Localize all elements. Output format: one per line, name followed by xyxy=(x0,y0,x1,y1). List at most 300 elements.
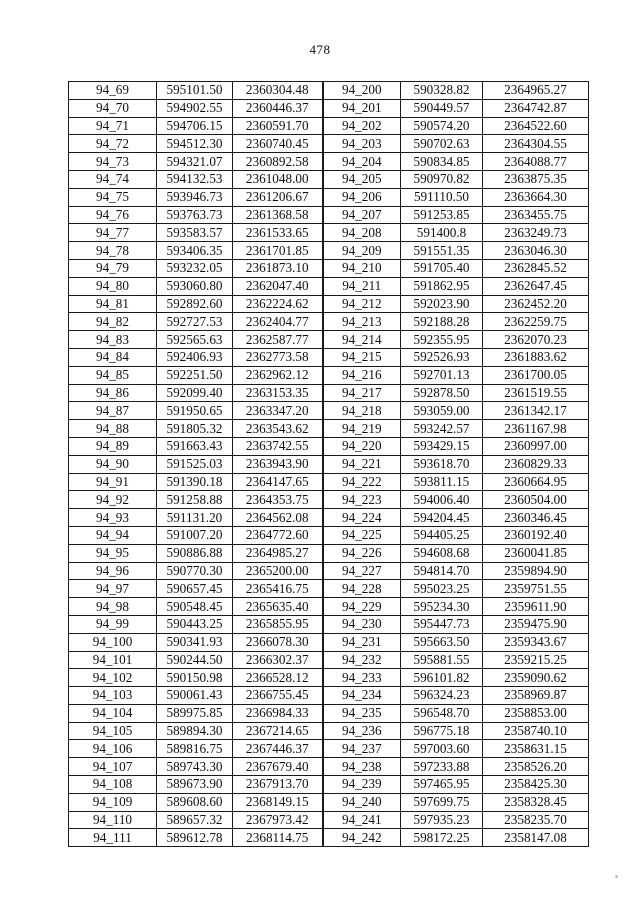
easting-right-cell: 594405.25 xyxy=(401,526,483,544)
northing-left-cell: 2365855.95 xyxy=(233,615,323,633)
northing-left-cell: 2364562.08 xyxy=(233,509,323,527)
northing-left-cell: 2365635.40 xyxy=(233,598,323,616)
scan-speck xyxy=(615,875,618,878)
northing-left-cell: 2366755.45 xyxy=(233,687,323,705)
point-id-left-cell: 94_96 xyxy=(69,562,157,580)
point-id-right-cell: 94_215 xyxy=(323,348,401,366)
northing-right-cell: 2362845.52 xyxy=(483,259,589,277)
point-id-left-cell: 94_74 xyxy=(69,170,157,188)
easting-left-cell: 591390.18 xyxy=(157,473,233,491)
point-id-right-cell: 94_232 xyxy=(323,651,401,669)
northing-right-cell: 2359475.90 xyxy=(483,615,589,633)
northing-right-cell: 2359894.90 xyxy=(483,562,589,580)
point-id-left-cell: 94_83 xyxy=(69,331,157,349)
northing-left-cell: 2362047.40 xyxy=(233,277,323,295)
easting-right-cell: 597233.88 xyxy=(401,758,483,776)
easting-right-cell: 595663.50 xyxy=(401,633,483,651)
point-id-right-cell: 94_202 xyxy=(323,117,401,135)
table-row xyxy=(69,615,589,633)
easting-right-cell: 591705.40 xyxy=(401,259,483,277)
easting-right-cell: 590574.20 xyxy=(401,117,483,135)
northing-right-cell: 2363455.75 xyxy=(483,206,589,224)
northing-right-cell: 2361700.05 xyxy=(483,366,589,384)
northing-right-cell: 2360504.00 xyxy=(483,491,589,509)
easting-left-cell: 591258.88 xyxy=(157,491,233,509)
table-row xyxy=(69,562,589,580)
easting-right-cell: 591862.95 xyxy=(401,277,483,295)
easting-left-cell: 593763.73 xyxy=(157,206,233,224)
northing-right-cell: 2364304.55 xyxy=(483,135,589,153)
easting-right-cell: 593242.57 xyxy=(401,420,483,438)
point-id-left-cell: 94_78 xyxy=(69,242,157,260)
table-row xyxy=(69,242,589,260)
northing-left-cell: 2364147.65 xyxy=(233,473,323,491)
easting-left-cell: 594321.07 xyxy=(157,153,233,171)
point-id-right-cell: 94_236 xyxy=(323,722,401,740)
northing-left-cell: 2367973.42 xyxy=(233,811,323,829)
northing-left-cell: 2367679.40 xyxy=(233,758,323,776)
easting-left-cell: 590341.93 xyxy=(157,633,233,651)
easting-left-cell: 589612.78 xyxy=(157,829,233,847)
easting-right-cell: 593429.15 xyxy=(401,437,483,455)
point-id-right-cell: 94_241 xyxy=(323,811,401,829)
table-row xyxy=(69,206,589,224)
table-row xyxy=(69,348,589,366)
point-id-left-cell: 94_100 xyxy=(69,633,157,651)
easting-right-cell: 594608.68 xyxy=(401,544,483,562)
point-id-right-cell: 94_216 xyxy=(323,366,401,384)
easting-right-cell: 592023.90 xyxy=(401,295,483,313)
easting-right-cell: 591551.35 xyxy=(401,242,483,260)
northing-right-cell: 2360346.45 xyxy=(483,509,589,527)
easting-right-cell: 598172.25 xyxy=(401,829,483,847)
point-id-right-cell: 94_203 xyxy=(323,135,401,153)
point-id-left-cell: 94_86 xyxy=(69,384,157,402)
table-row xyxy=(69,366,589,384)
northing-left-cell: 2362773.58 xyxy=(233,348,323,366)
easting-right-cell: 594204.45 xyxy=(401,509,483,527)
northing-right-cell: 2362259.75 xyxy=(483,313,589,331)
point-id-right-cell: 94_207 xyxy=(323,206,401,224)
easting-left-cell: 592099.40 xyxy=(157,384,233,402)
northing-right-cell: 2363664.30 xyxy=(483,188,589,206)
northing-left-cell: 2361206.67 xyxy=(233,188,323,206)
table-row xyxy=(69,651,589,669)
point-id-right-cell: 94_228 xyxy=(323,580,401,598)
point-id-left-cell: 94_106 xyxy=(69,740,157,758)
easting-left-cell: 592565.63 xyxy=(157,331,233,349)
easting-right-cell: 597003.60 xyxy=(401,740,483,758)
point-id-left-cell: 94_99 xyxy=(69,615,157,633)
northing-left-cell: 2363742.55 xyxy=(233,437,323,455)
point-id-right-cell: 94_242 xyxy=(323,829,401,847)
coordinates-table xyxy=(68,81,589,847)
northing-left-cell: 2361701.85 xyxy=(233,242,323,260)
easting-left-cell: 591663.43 xyxy=(157,437,233,455)
table-row xyxy=(69,491,589,509)
point-id-left-cell: 94_102 xyxy=(69,669,157,687)
northing-right-cell: 2363249.73 xyxy=(483,224,589,242)
northing-left-cell: 2367446.37 xyxy=(233,740,323,758)
easting-right-cell: 597935.23 xyxy=(401,811,483,829)
point-id-right-cell: 94_209 xyxy=(323,242,401,260)
northing-left-cell: 2365416.75 xyxy=(233,580,323,598)
northing-left-cell: 2366528.12 xyxy=(233,669,323,687)
northing-left-cell: 2360892.58 xyxy=(233,153,323,171)
easting-left-cell: 590886.88 xyxy=(157,544,233,562)
northing-left-cell: 2360304.48 xyxy=(233,82,323,100)
table-row xyxy=(69,687,589,705)
easting-left-cell: 589894.30 xyxy=(157,722,233,740)
northing-left-cell: 2366984.33 xyxy=(233,704,323,722)
easting-right-cell: 595881.55 xyxy=(401,651,483,669)
easting-right-cell: 597465.95 xyxy=(401,776,483,794)
easting-right-cell: 594814.70 xyxy=(401,562,483,580)
table-row xyxy=(69,526,589,544)
northing-right-cell: 2361883.62 xyxy=(483,348,589,366)
northing-right-cell: 2358969.87 xyxy=(483,687,589,705)
northing-left-cell: 2368149.15 xyxy=(233,793,323,811)
point-id-right-cell: 94_230 xyxy=(323,615,401,633)
point-id-left-cell: 94_85 xyxy=(69,366,157,384)
northing-left-cell: 2360446.37 xyxy=(233,99,323,117)
northing-left-cell: 2364772.60 xyxy=(233,526,323,544)
point-id-left-cell: 94_77 xyxy=(69,224,157,242)
northing-left-cell: 2362962.12 xyxy=(233,366,323,384)
northing-left-cell: 2365200.00 xyxy=(233,562,323,580)
northing-left-cell: 2363943.90 xyxy=(233,455,323,473)
northing-right-cell: 2360829.33 xyxy=(483,455,589,473)
table-row xyxy=(69,259,589,277)
table-row xyxy=(69,153,589,171)
easting-right-cell: 591253.85 xyxy=(401,206,483,224)
northing-right-cell: 2362647.45 xyxy=(483,277,589,295)
easting-right-cell: 592701.13 xyxy=(401,366,483,384)
northing-left-cell: 2361368.58 xyxy=(233,206,323,224)
easting-left-cell: 590657.45 xyxy=(157,580,233,598)
easting-right-cell: 591400.8 xyxy=(401,224,483,242)
easting-right-cell: 596324.23 xyxy=(401,687,483,705)
point-id-right-cell: 94_229 xyxy=(323,598,401,616)
northing-left-cell: 2362587.77 xyxy=(233,331,323,349)
point-id-left-cell: 94_87 xyxy=(69,402,157,420)
northing-right-cell: 2361342.17 xyxy=(483,402,589,420)
easting-left-cell: 589816.75 xyxy=(157,740,233,758)
easting-left-cell: 593060.80 xyxy=(157,277,233,295)
northing-right-cell: 2364088.77 xyxy=(483,153,589,171)
easting-left-cell: 589975.85 xyxy=(157,704,233,722)
point-id-right-cell: 94_220 xyxy=(323,437,401,455)
easting-left-cell: 590244.50 xyxy=(157,651,233,669)
point-id-left-cell: 94_89 xyxy=(69,437,157,455)
northing-right-cell: 2359343.67 xyxy=(483,633,589,651)
easting-right-cell: 590834.85 xyxy=(401,153,483,171)
table-row xyxy=(69,170,589,188)
table-row xyxy=(69,277,589,295)
point-id-right-cell: 94_219 xyxy=(323,420,401,438)
easting-left-cell: 592251.50 xyxy=(157,366,233,384)
northing-left-cell: 2366078.30 xyxy=(233,633,323,651)
northing-right-cell: 2359090.62 xyxy=(483,669,589,687)
northing-right-cell: 2359751.55 xyxy=(483,580,589,598)
easting-right-cell: 595447.73 xyxy=(401,615,483,633)
easting-right-cell: 593059.00 xyxy=(401,402,483,420)
point-id-right-cell: 94_222 xyxy=(323,473,401,491)
easting-left-cell: 590548.45 xyxy=(157,598,233,616)
table-row xyxy=(69,758,589,776)
point-id-left-cell: 94_73 xyxy=(69,153,157,171)
point-id-left-cell: 94_103 xyxy=(69,687,157,705)
easting-right-cell: 590702.63 xyxy=(401,135,483,153)
northing-right-cell: 2358147.08 xyxy=(483,829,589,847)
point-id-left-cell: 94_90 xyxy=(69,455,157,473)
point-id-right-cell: 94_206 xyxy=(323,188,401,206)
northing-left-cell: 2360591.70 xyxy=(233,117,323,135)
point-id-left-cell: 94_107 xyxy=(69,758,157,776)
point-id-left-cell: 94_109 xyxy=(69,793,157,811)
easting-left-cell: 592406.93 xyxy=(157,348,233,366)
northing-right-cell: 2361519.55 xyxy=(483,384,589,402)
point-id-left-cell: 94_110 xyxy=(69,811,157,829)
table-row xyxy=(69,437,589,455)
point-id-left-cell: 94_71 xyxy=(69,117,157,135)
point-id-right-cell: 94_213 xyxy=(323,313,401,331)
point-id-right-cell: 94_225 xyxy=(323,526,401,544)
point-id-right-cell: 94_205 xyxy=(323,170,401,188)
easting-right-cell: 596101.82 xyxy=(401,669,483,687)
table-row xyxy=(69,455,589,473)
easting-left-cell: 594512.30 xyxy=(157,135,233,153)
easting-left-cell: 589743.30 xyxy=(157,758,233,776)
table-row xyxy=(69,420,589,438)
point-id-right-cell: 94_200 xyxy=(323,82,401,100)
easting-left-cell: 589608.60 xyxy=(157,793,233,811)
northing-right-cell: 2358526.20 xyxy=(483,758,589,776)
northing-left-cell: 2361533.65 xyxy=(233,224,323,242)
northing-right-cell: 2362452.20 xyxy=(483,295,589,313)
point-id-right-cell: 94_212 xyxy=(323,295,401,313)
point-id-right-cell: 94_204 xyxy=(323,153,401,171)
point-id-left-cell: 94_82 xyxy=(69,313,157,331)
point-id-left-cell: 94_80 xyxy=(69,277,157,295)
northing-left-cell: 2364353.75 xyxy=(233,491,323,509)
easting-right-cell: 595023.25 xyxy=(401,580,483,598)
point-id-left-cell: 94_95 xyxy=(69,544,157,562)
point-id-right-cell: 94_238 xyxy=(323,758,401,776)
northing-right-cell: 2364742.87 xyxy=(483,99,589,117)
northing-left-cell: 2362224.62 xyxy=(233,295,323,313)
point-id-left-cell: 94_94 xyxy=(69,526,157,544)
northing-left-cell: 2367913.70 xyxy=(233,776,323,794)
easting-left-cell: 594902.55 xyxy=(157,99,233,117)
easting-left-cell: 591805.32 xyxy=(157,420,233,438)
table-row xyxy=(69,509,589,527)
table-row xyxy=(69,811,589,829)
easting-right-cell: 593618.70 xyxy=(401,455,483,473)
easting-left-cell: 591525.03 xyxy=(157,455,233,473)
northing-right-cell: 2361167.98 xyxy=(483,420,589,438)
northing-right-cell: 2364522.60 xyxy=(483,117,589,135)
easting-left-cell: 590061.43 xyxy=(157,687,233,705)
point-id-right-cell: 94_233 xyxy=(323,669,401,687)
northing-left-cell: 2364985.27 xyxy=(233,544,323,562)
easting-left-cell: 593406.35 xyxy=(157,242,233,260)
easting-right-cell: 594006.40 xyxy=(401,491,483,509)
table-row xyxy=(69,99,589,117)
table-row xyxy=(69,722,589,740)
easting-right-cell: 590970.82 xyxy=(401,170,483,188)
table-row xyxy=(69,402,589,420)
table-row xyxy=(69,704,589,722)
easting-left-cell: 592727.53 xyxy=(157,313,233,331)
easting-right-cell: 592355.95 xyxy=(401,331,483,349)
northing-left-cell: 2363347.20 xyxy=(233,402,323,420)
easting-left-cell: 589657.32 xyxy=(157,811,233,829)
point-id-right-cell: 94_240 xyxy=(323,793,401,811)
northing-left-cell: 2362404.77 xyxy=(233,313,323,331)
northing-right-cell: 2358740.10 xyxy=(483,722,589,740)
point-id-right-cell: 94_217 xyxy=(323,384,401,402)
point-id-left-cell: 94_104 xyxy=(69,704,157,722)
easting-left-cell: 592892.60 xyxy=(157,295,233,313)
northing-right-cell: 2363875.35 xyxy=(483,170,589,188)
easting-left-cell: 591131.20 xyxy=(157,509,233,527)
point-id-right-cell: 94_218 xyxy=(323,402,401,420)
point-id-right-cell: 94_226 xyxy=(323,544,401,562)
table-row xyxy=(69,384,589,402)
table-row xyxy=(69,313,589,331)
easting-left-cell: 591950.65 xyxy=(157,402,233,420)
point-id-right-cell: 94_210 xyxy=(323,259,401,277)
point-id-left-cell: 94_84 xyxy=(69,348,157,366)
easting-left-cell: 594132.53 xyxy=(157,170,233,188)
easting-left-cell: 590443.25 xyxy=(157,615,233,633)
northing-right-cell: 2358425.30 xyxy=(483,776,589,794)
point-id-right-cell: 94_231 xyxy=(323,633,401,651)
table-row xyxy=(69,82,589,100)
point-id-left-cell: 94_97 xyxy=(69,580,157,598)
point-id-left-cell: 94_72 xyxy=(69,135,157,153)
easting-left-cell: 595101.50 xyxy=(157,82,233,100)
point-id-left-cell: 94_108 xyxy=(69,776,157,794)
table-body xyxy=(69,82,589,847)
table-row xyxy=(69,580,589,598)
point-id-right-cell: 94_201 xyxy=(323,99,401,117)
table-row xyxy=(69,117,589,135)
point-id-left-cell: 94_92 xyxy=(69,491,157,509)
point-id-left-cell: 94_81 xyxy=(69,295,157,313)
table-row xyxy=(69,669,589,687)
point-id-right-cell: 94_221 xyxy=(323,455,401,473)
easting-left-cell: 589673.90 xyxy=(157,776,233,794)
table-row xyxy=(69,544,589,562)
point-id-left-cell: 94_93 xyxy=(69,509,157,527)
northing-right-cell: 2358631.15 xyxy=(483,740,589,758)
easting-right-cell: 592878.50 xyxy=(401,384,483,402)
point-id-right-cell: 94_239 xyxy=(323,776,401,794)
table-row xyxy=(69,633,589,651)
point-id-right-cell: 94_224 xyxy=(323,509,401,527)
northing-right-cell: 2358853.00 xyxy=(483,704,589,722)
easting-right-cell: 590449.57 xyxy=(401,99,483,117)
easting-right-cell: 591110.50 xyxy=(401,188,483,206)
table-row xyxy=(69,598,589,616)
easting-right-cell: 592188.28 xyxy=(401,313,483,331)
table-row xyxy=(69,331,589,349)
point-id-left-cell: 94_88 xyxy=(69,420,157,438)
point-id-left-cell: 94_98 xyxy=(69,598,157,616)
point-id-left-cell: 94_79 xyxy=(69,259,157,277)
point-id-left-cell: 94_91 xyxy=(69,473,157,491)
point-id-left-cell: 94_101 xyxy=(69,651,157,669)
page-number: 478 xyxy=(309,42,331,57)
easting-left-cell: 590770.30 xyxy=(157,562,233,580)
northing-left-cell: 2366302.37 xyxy=(233,651,323,669)
point-id-right-cell: 94_237 xyxy=(323,740,401,758)
point-id-right-cell: 94_214 xyxy=(323,331,401,349)
easting-right-cell: 592526.93 xyxy=(401,348,483,366)
northing-left-cell: 2361048.00 xyxy=(233,170,323,188)
point-id-right-cell: 94_234 xyxy=(323,687,401,705)
northing-right-cell: 2360664.95 xyxy=(483,473,589,491)
point-id-left-cell: 94_111 xyxy=(69,829,157,847)
table-row xyxy=(69,793,589,811)
easting-left-cell: 594706.15 xyxy=(157,117,233,135)
point-id-left-cell: 94_76 xyxy=(69,206,157,224)
easting-left-cell: 591007.20 xyxy=(157,526,233,544)
northing-left-cell: 2367214.65 xyxy=(233,722,323,740)
point-id-right-cell: 94_235 xyxy=(323,704,401,722)
northing-left-cell: 2363153.35 xyxy=(233,384,323,402)
point-id-left-cell: 94_70 xyxy=(69,99,157,117)
easting-left-cell: 590150.98 xyxy=(157,669,233,687)
easting-right-cell: 596548.70 xyxy=(401,704,483,722)
easting-right-cell: 597699.75 xyxy=(401,793,483,811)
point-id-right-cell: 94_208 xyxy=(323,224,401,242)
northing-right-cell: 2360997.00 xyxy=(483,437,589,455)
table-row xyxy=(69,295,589,313)
point-id-left-cell: 94_69 xyxy=(69,82,157,100)
northing-left-cell: 2363543.62 xyxy=(233,420,323,438)
easting-left-cell: 593583.57 xyxy=(157,224,233,242)
table-row xyxy=(69,740,589,758)
table-row xyxy=(69,135,589,153)
point-id-right-cell: 94_227 xyxy=(323,562,401,580)
northing-left-cell: 2368114.75 xyxy=(233,829,323,847)
easting-left-cell: 593946.73 xyxy=(157,188,233,206)
easting-left-cell: 593232.05 xyxy=(157,259,233,277)
table-row xyxy=(69,776,589,794)
point-id-right-cell: 94_211 xyxy=(323,277,401,295)
northing-right-cell: 2364965.27 xyxy=(483,82,589,100)
easting-right-cell: 590328.82 xyxy=(401,82,483,100)
point-id-left-cell: 94_75 xyxy=(69,188,157,206)
northing-right-cell: 2360041.85 xyxy=(483,544,589,562)
northing-right-cell: 2359611.90 xyxy=(483,598,589,616)
table-row xyxy=(69,188,589,206)
northing-right-cell: 2359215.25 xyxy=(483,651,589,669)
northing-right-cell: 2358328.45 xyxy=(483,793,589,811)
northing-left-cell: 2360740.45 xyxy=(233,135,323,153)
northing-left-cell: 2361873.10 xyxy=(233,259,323,277)
point-id-right-cell: 94_223 xyxy=(323,491,401,509)
table-row xyxy=(69,224,589,242)
northing-right-cell: 2362070.23 xyxy=(483,331,589,349)
northing-right-cell: 2358235.70 xyxy=(483,811,589,829)
northing-right-cell: 2363046.30 xyxy=(483,242,589,260)
table-row xyxy=(69,829,589,847)
table-row xyxy=(69,473,589,491)
